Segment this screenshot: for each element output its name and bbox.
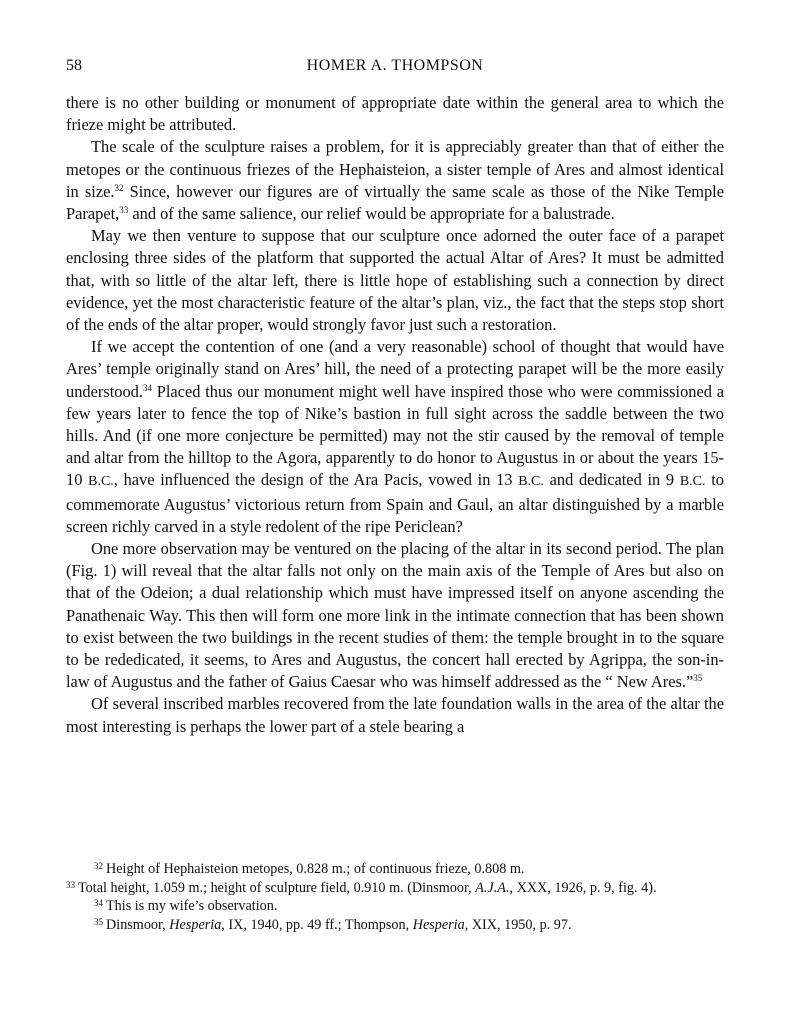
paragraph: May we then venture to suppose that our sculpture once adorned the outer face of a parapet enclosing three sides of the platform that supported the actual Altar of Ares? It must be admitted that, with so little of the altar left, there is little hope of establishing such a connection by direct evidence, yet the most characteristic feature of the altar’s plan, viz., the fact that the steps stop short of the ends of the altar proper, would strongly favor just such a restoration.	[66, 226, 724, 335]
paragraph: Of several inscribed marbles recovered from the late foundation walls in the area of the altar the most interesting is perhaps the lower part of a stele bearing a	[66, 694, 724, 736]
footnote-ref[interactable]: 35	[693, 673, 703, 684]
footnote: $^{35}$ Dinsmoor, Hesperia, IX, 1940, pp. 49 ff.; Thompson, Hesperia, XIX, 1950, p. 97.	[94, 916, 572, 933]
footnote: $^{34}$ This is my wife’s observation.	[94, 898, 278, 914]
running-head: HOMER A. THOMPSON	[306, 57, 484, 74]
footnote-ref[interactable]: 32	[114, 182, 124, 193]
paragraph: there is no other building or monument of appropriate date within the general area to which the frieze might be attributed.	[66, 93, 724, 135]
paragraph: One more observation may be ventured on the placing of the altar in its second period. The plan (Fig. 1) will reveal that the altar falls not only on the main axis of the Temple of Ares but also on that of the Odeion; a dual relationship which must have impressed itself on anyone ascending the Panathenaic Way. This then will form one more link in the intimate connection that has been shown to exist between the two buildings in the recent studies of them: the temple brought in to the square to be rededicated, it seems, to Ares and Augustus, the concert hall erected by Agrippa, the son-in-law of Augustus and the father of Gaius Caesar who was himself addressed as the “ New Ares.”$^{35}$	[66, 539, 724, 692]
footnote: $^{32}$ Height of Hephaisteion metopes, 0.828 m.; of continuous frieze, 0.808 m.	[94, 861, 525, 877]
footnote: $^{33}$ Total height, 1.059 m.; height of sculpture field, 0.910 m. (Dinsmoor, A.J.A., XXX, 1926, p. 9, fig. 4).	[66, 879, 657, 896]
footnote-ref[interactable]: 34	[142, 382, 152, 393]
paragraph: If we accept the contention of one (and a very reasonable) school of thought that would have Ares’ temple originally stand on Ares’ hill, the need of a protecting parapet will be the more easily understood.$^{34}$ Placed thus our monument might well have inspired those who were commissioned a few years later to fence the top of Nike’s bastion in full sight across the saddle between the two hills. And (if one more conjecture be permitted) may not the stir caused by the removal of temple and altar from the hilltop to the Agora, apparently to do honor to Augustus in or about the years 15-10 B.C., have influenced the design of the Ara Pacis, vowed in 13 B.C. and dedicated in 9 B.C. to commemorate Augustus’ victorious return from Spain and Gaul, an altar distinguished by a marble screen richly carved in a style redolent of the ripe Periclean?	[66, 337, 724, 536]
page-number: 58	[66, 57, 82, 74]
footnotes	[66, 860, 724, 934]
footnote-ref[interactable]: 33	[119, 205, 129, 216]
paragraph: The scale of the sculpture raises a problem, for it is appreciably greater than that of either the metopes or the continuous friezes of the Hephaisteion, a sister temple of Ares and almost identical in size.$^{32}$ Since, however our figures are of virtually the same scale as those of the Nike Temple Parapet,$^{33}$ and of the same salience, our relief would be appropriate for a balustrade.	[66, 137, 724, 224]
body-text	[66, 92, 724, 738]
page-header	[66, 57, 724, 81]
